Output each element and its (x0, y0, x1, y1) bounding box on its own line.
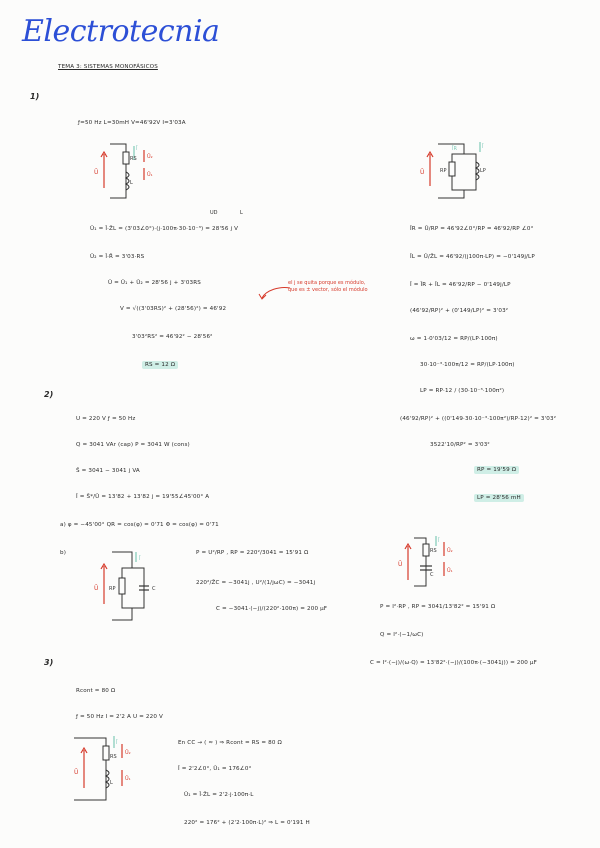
p2-b1: P = U²/RP , RP = 220²/3041 = 15'91 Ω (196, 550, 309, 556)
p1-r8: (46'92/RP)² + ((0'149·30·10⁻³·100π²)/RP·12)² = 3'03² (400, 416, 557, 422)
p2-b2: 220²/Z̄C = −3041j , U²/(1/jωC) = −3041j (196, 580, 316, 586)
svg-text:Ū: Ū (420, 169, 425, 176)
svg-text:RP: RP (109, 586, 116, 592)
p1-r5: ω = 1·0'03/12 = RP/(LP·100π) (410, 336, 498, 342)
p2-b3: C = −3041·(−j)/(220²·100π) = 200 μF (216, 606, 328, 612)
p3-g2: ƒ = 50 Hz I = 2'2 A U = 220 V (76, 714, 163, 720)
p1-r1: ĪR = Ū/RP = 46'92∠0°/RP = 46'92/RP ∠0° (410, 226, 534, 232)
p2-s2: Q = I²·(−1/ωC) (380, 632, 424, 638)
p1-r6: 30·10⁻³·100π/12 = RP/(LP·100π) (420, 362, 515, 368)
p1-givens: ƒ=50 Hz L=30mH V=46'92V I=3'03A (78, 120, 186, 126)
svg-text:Ū: Ū (398, 561, 403, 568)
svg-text:Ū₂: Ū₂ (125, 750, 131, 756)
svg-text:ĪR: ĪR (452, 146, 457, 152)
svg-text:RS: RS (130, 156, 137, 162)
svg-text:Ū₂: Ū₂ (147, 154, 153, 160)
brace-label-2: L (240, 210, 243, 216)
svg-text:L: L (130, 180, 133, 186)
svg-text:Ī: Ī (136, 146, 138, 152)
svg-text:C: C (152, 586, 156, 592)
svg-text:Ī: Ī (438, 538, 440, 544)
circuit-parallel-rl (418, 138, 508, 202)
p1-result-rs: RS = 12 Ω (142, 361, 178, 369)
problem-1-label: 1) (30, 92, 40, 101)
p2-s3: C = I²·(−j)/(ω·Q) = 13'82²·(−j)/(100π·(−3041j)) = 200 μF (370, 660, 537, 666)
p1-note: el j se quita porque es módulo, que es ± vector, sólo el módulo (288, 280, 368, 293)
svg-text:Ū₁: Ū₁ (125, 776, 131, 782)
svg-text:Ū₂: Ū₂ (447, 548, 453, 554)
svg-text:RS: RS (430, 548, 437, 554)
p1-r7: LP = RP·12 / (30·10⁻³·100π²) (420, 388, 505, 394)
p1-result-rp: RP = 19'59 Ω (474, 466, 519, 474)
p1-eq5: 3'03²RS² = 46'92² − 28'56² (132, 334, 213, 340)
circuit-series-rl-2 (70, 734, 150, 804)
problem-2-label: 2) (44, 390, 54, 399)
svg-text:C: C (430, 572, 434, 578)
svg-text:Ī: Ī (482, 144, 484, 150)
p2-s1: P = I²·RP , RP = 3041/13'82² = 15'91 Ω (380, 604, 496, 610)
p1-eq2: Ū₂ = Ī·R̄ = 3'03·RS (90, 254, 145, 260)
svg-text:RP: RP (440, 168, 447, 174)
page-title: Electrotecnia (22, 14, 220, 49)
p1-r9: 3522'10/RP² = 3'03² (430, 442, 490, 448)
p2-g4: Ī = S̄*/Ū = 13'82 + 13'82 j = 19'55∠45'00° A (76, 494, 210, 500)
svg-text:Ū: Ū (74, 769, 79, 776)
svg-text:Ū₁: Ū₁ (447, 568, 453, 574)
p3-g1: Rcont = 80 Ω (76, 688, 116, 694)
p3-c1: En CC → ( ≈ ) ⇒ Rcont = RS = 80 Ω (178, 740, 282, 746)
p1-eq3: Ū = Ū₁ + Ū₂ = 28'56 j + 3'03RS (108, 280, 201, 286)
p2-a: a) φ = −45'00° QR = cos(φ) = 0'71 Φ = cos(φ) = 0'71 (60, 522, 219, 528)
p2-g1: U = 220 V ƒ = 50 Hz (76, 416, 136, 422)
p2-b-label: b) (60, 550, 67, 556)
resistor-icon (123, 152, 129, 164)
p1-eq1: Ū₁ = Ī·Z̄L = (3'03∠0°)·(j·100π·30·10⁻³) = 28'56 j V (90, 226, 239, 232)
svg-text:Ū: Ū (94, 585, 99, 592)
p3-c2: Ī = 2'2∠0°, Ū₁ = 176∠0° (178, 766, 252, 772)
p1-r4: (46'92/RP)² + (0'149/LP)² = 3'03² (410, 308, 509, 314)
subtitle: TEMA 3: SISTEMAS MONOFÁSICOS (58, 64, 158, 70)
problem-3-label: 3) (44, 658, 54, 667)
svg-text:LP: LP (480, 168, 486, 174)
p1-r2: ĪL = Ū/Z̄L = 46'92/(j100π·LP) = −0'149j/LP (410, 254, 535, 260)
svg-text:Ī: Ī (116, 740, 118, 746)
p3-c4: 220² = 176² + (2'2·100π·L)² ⇒ L = 0'191 H (184, 820, 310, 826)
svg-text:L: L (110, 780, 113, 786)
svg-text:Ī: Ī (139, 556, 141, 562)
p3-c3: Ū₁ = Ī·Z̄L = 2'2·j·100π·L (184, 792, 254, 798)
p1-result-lp: LP = 28'56 mH (474, 494, 524, 502)
circuit-series-rc (396, 534, 476, 590)
p1-r3: Ī = ĪR + ĪL = 46'92/RP − 0'149j/LP (410, 282, 511, 288)
brace-label-1: UD (210, 210, 218, 216)
svg-text:Ū₁: Ū₁ (147, 172, 153, 178)
svg-text:RS: RS (110, 754, 117, 760)
circuit-parallel-rc (92, 548, 182, 624)
note-arrow (256, 284, 296, 304)
p2-g3: S̄ = 3041 − 3041 j VA (76, 468, 140, 474)
p2-g2: Q = 3041 VAr (cap) P = 3041 W (cons) (76, 442, 190, 448)
p1-eq4: V = √((3'03RS)² + (28'56)²) = 46'92 (120, 306, 227, 312)
svg-text:Ū: Ū (94, 169, 99, 176)
circuit-series-rl (92, 140, 172, 200)
